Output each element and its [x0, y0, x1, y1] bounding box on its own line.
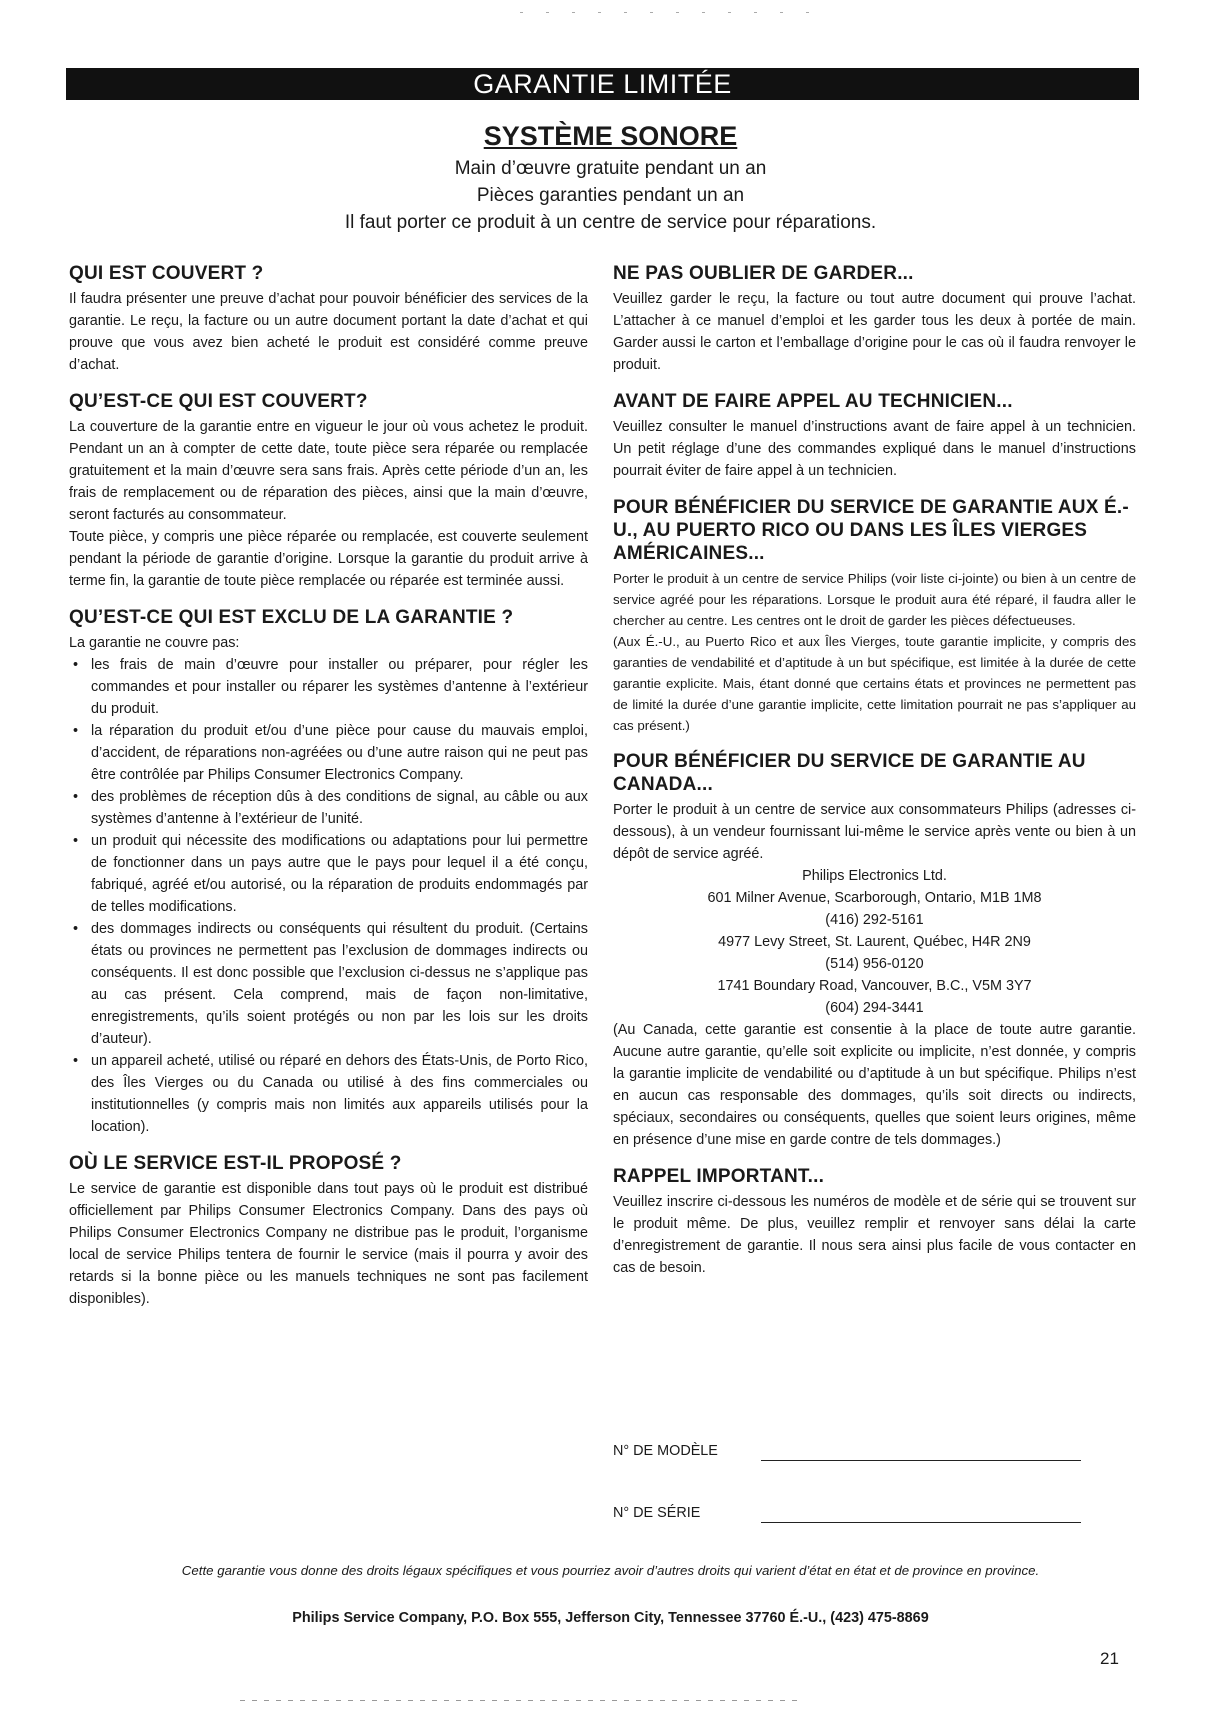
service-company-address: Philips Service Company, P.O. Box 555, Jefferson City, Tennessee 37760 É.-U., (423) 475-8869 — [292, 1610, 929, 1626]
section-text: Veuillez consulter le manuel d’instructions avant de faire appel à un technicien. Un petit réglage d’une des commandes expliqué dans le manuel d’instructions pourrait éviter de faire appel à un technicien. — [613, 419, 1136, 479]
section-text: (Aux É.-U., au Puerto Rico et aux Îles Vierges, toute garantie implicite, y compris des garanties de vendabilité et d’aptitude à un but spécifique, est limitée à la durée de cette garantie explicite. Mais, étant donné que certains états et provinces ne permettent pas de limité la durée d’une garantie implicite, cette limitation pourrait ne pas s’appliquer au cas présent.) — [613, 634, 1136, 733]
summary-line: Pièces garanties pendant un an — [476, 185, 745, 206]
section-ou-service — [69, 1152, 588, 1310]
section-title: RAPPEL IMPORTANT... — [613, 1166, 825, 1187]
list-item: • les frais de main d’œuvre pour installer ou préparer, pour régler les commandes et pour installer ou réparer les systèmes d’antenne à l’extérieur du produit. — [91, 654, 588, 720]
section-text: Veuillez garder le reçu, la facture ou tout autre document qui prouve l’achat. L’attacher à ce manuel d’emploi et les garder tous les deux à portée de main. Garder aussi le carton et l’emballage d’origine pour le cas où il faudra renvoyer le produit. — [613, 291, 1136, 373]
summary-line: Il faut porter ce produit à un centre de service pour réparations. — [344, 212, 877, 233]
section-text: Porter le produit à un centre de service aux consommateurs Philips (adresses ci-dessous), à un vendeur fournissant lui-même le service après vente ou bien à un dépôt de service agréé. — [613, 802, 1136, 862]
section-text: Il faudra présenter une preuve d’achat pour pouvoir bénéficier des services de la garantie. Le reçu, la facture ou un autre document portant la date d’achat et qui prouve que vous avez bien acheté le produit est considéré comme preuve d’achat. — [69, 291, 588, 373]
phone-number: (514) 956-0120 — [825, 956, 924, 972]
section-text: La couverture de la garantie entre en vigueur le jour où vous achetez le produit. Pendant un an à compter de cette date, toute pièce sera réparée ou remplacée gratuitement et la main d’œuvre sera sans frais. Après cette période d’un an, les frais de remplacement ou de réparation des pièces, ainsi que la main d’œuvre, seront facturés au consommateur. — [69, 419, 588, 523]
section-service-usa — [613, 496, 1136, 736]
list-item: • la réparation du produit et/ou d’une pièce pour cause du mauvais emploi, d’accident, de réparations non-agréées ou d’une autre raison qui ne peut pas être contrôlée par Philips Consumer Electronics Company. — [91, 720, 588, 786]
section-service-canada — [613, 750, 1136, 1151]
warranty-summary — [0, 155, 1221, 236]
scan-artifact-top — [520, 12, 820, 13]
address-company: Philips Electronics Ltd. — [802, 868, 947, 884]
section-title: AVANT DE FAIRE APPEL AU TECHNICIEN... — [613, 391, 1013, 412]
list-item: • un appareil acheté, utilisé ou réparé en dehors des États-Unis, de Porto Rico, des Îles Vierges ou du Canada ou utilisé à des fins commerciales ou institutionnelles (y compris mais non limités aux appareils utilisés pour la location). — [91, 1050, 588, 1138]
product-title: SYSTÈME SONORE — [483, 121, 738, 151]
section-title: OÙ LE SERVICE EST-IL PROPOSÉ ? — [69, 1153, 402, 1174]
section-title: POUR BÉNÉFICIER DU SERVICE DE GARANTIE AU CANADA... — [613, 751, 1086, 795]
section-text: Porter le produit à un centre de service Philips (voir liste ci-jointe) ou bien à un centre de service agréé pour les réparations. Lorsque le produit aura été réparé, il faudra aller le chercher au centre. Les centres ont le droit de garder les pièces défectueuses. — [613, 571, 1136, 628]
section-quest-ce-qui-est-couvert — [69, 390, 588, 592]
summary-line: Main d’œuvre gratuite pendant un an — [454, 158, 767, 179]
model-number-row — [613, 1443, 1083, 1459]
model-number-label: N° DE MODÈLE — [613, 1443, 718, 1459]
page-number: 21 — [1100, 1649, 1119, 1668]
list-item: • des dommages indirects ou conséquents qui résultent du produit. (Certains états ou provinces ne permettent pas l’exclusion de dommages indirects ou conséquents. Il est donc possible que l’exclusion ci-dessus ne s’applique pas au cas présent. Cela comprend, mais de façon non-limitative, enregistrements, qu’ils soient protégés ou non par les lois sur les droits d’auteur). — [91, 918, 588, 1050]
serial-number-row — [613, 1505, 1083, 1521]
section-exclusions — [69, 606, 588, 1138]
left-column — [69, 262, 588, 1324]
address-line: 4977 Levy Street, St. Laurent, Québec, H4R 2N9 — [718, 934, 1031, 950]
list-item: • des problèmes de réception dûs à des conditions de signal, au câble ou aux systèmes d’antenne à l’extérieur de l’unité. — [91, 786, 588, 830]
section-garder — [613, 262, 1136, 376]
section-title: POUR BÉNÉFICIER DU SERVICE DE GARANTIE AUX É.-U., AU PUERTO RICO OU DANS LES ÎLES VIERGES AMÉRICAINES... — [613, 497, 1129, 564]
section-text: Le service de garantie est disponible dans tout pays où le produit est distribué officiellement par Philips Consumer Electronics Company. Dans des pays où Philips Consumer Electronics Company ne distribue pas le produit, l’organisme local de service Philips tentera de fournir le service (mais il pourra y avoir des retards si la bonne pièce ou les manuels techniques ne sont pas facilement disponibles). — [69, 1181, 588, 1307]
phone-number: (416) 292-5161 — [825, 912, 924, 928]
model-number-field[interactable] — [761, 1460, 1081, 1461]
right-column — [613, 262, 1136, 1293]
section-text: Toute pièce, y compris une pièce réparée ou remplacée, est couverte seulement pendant la période de garantie d’origine. Lorsque la garantie du produit arrive à terme fin, la garantie de toute pièce remplacée ou réparée est terminée aussi. — [69, 529, 588, 589]
section-rappel — [613, 1165, 1136, 1279]
section-qui-est-couvert — [69, 262, 588, 376]
section-text: Veuillez inscrire ci-dessous les numéros de modèle et de série qui se trouvent sur le produit même. De plus, veuillez remplir et renvoyer sans délai la carte d’enregistrement de garantie. Il nous sera ainsi plus facile de vous contacter en cas de besoin. — [613, 1194, 1136, 1276]
exclusion-list — [69, 654, 588, 1138]
section-text: (Au Canada, cette garantie est consentie à la place de toute autre garantie. Aucune autre garantie, qu’elle soit explicite ou implicite, n’est donnée, y compris la garantie implicite de vendabilité ou d’aptitude à un but spécifique. Philips n’est en aucun cas responsable des dommages, qu’ils soit directs ou indirects, spéciaux, secondaires ou conséquents, quelles que soient leurs origines, même en présence d’une mise en garde contre de tels dommages.) — [613, 1022, 1136, 1148]
section-text: La garantie ne couvre pas: — [69, 635, 240, 651]
section-avant-technicien — [613, 390, 1136, 482]
section-title: NE PAS OUBLIER DE GARDER... — [613, 263, 914, 284]
scan-artifact-bottom — [240, 1700, 800, 1701]
section-title: QU’EST-CE QUI EST COUVERT? — [69, 391, 368, 412]
serial-number-label: N° DE SÉRIE — [613, 1505, 701, 1521]
serial-number-field[interactable] — [761, 1522, 1081, 1523]
phone-number: (604) 294-3441 — [825, 1000, 924, 1016]
legal-footnote: Cette garantie vous donne des droits légaux spécifiques et vous pourriez avoir d’autres droits qui varient d’état en état et de province en province. — [181, 1563, 1040, 1578]
warranty-banner: GARANTIE LIMITÉE — [66, 68, 1139, 100]
address-line: 601 Milner Avenue, Scarborough, Ontario, M1B 1M8 — [707, 890, 1042, 906]
list-item: • un produit qui nécessite des modifications ou adaptations pour lui permettre de fonctionner dans un pays autre que le pays pour lequel il a été conçu, fabriqué, agréé et/ou autorisé, ou la réparation de produits endommagés par de telles modifications. — [91, 830, 588, 918]
address-line: 1741 Boundary Road, Vancouver, B.C., V5M 3Y7 — [717, 978, 1032, 994]
section-title: QUI EST COUVERT ? — [69, 263, 264, 284]
section-title: QU’EST-CE QUI EST EXCLU DE LA GARANTIE ? — [69, 607, 514, 628]
